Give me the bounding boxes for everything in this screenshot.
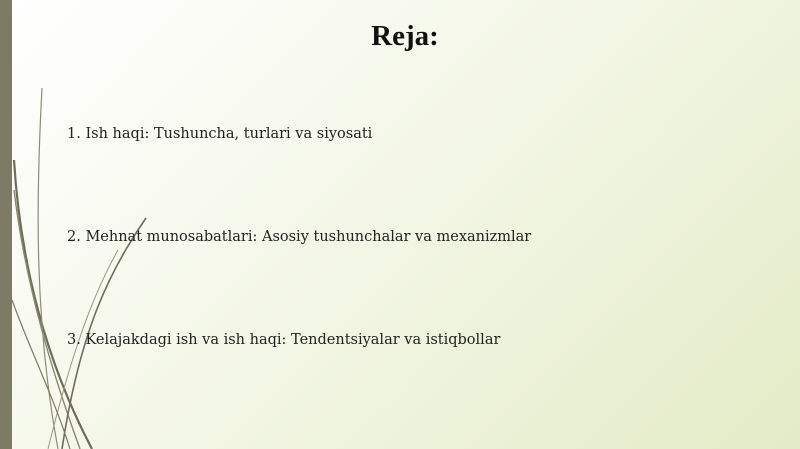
plan-item-1: 1. Ish haqi: Tushuncha, turlari va siyosati — [67, 126, 373, 142]
plan-item-3: 3. Kelajakdagi ish va ish haqi: Tendentsiyalar va istiqbollar — [67, 332, 501, 348]
slide-title: Reja: — [371, 20, 439, 52]
plan-item-2: 2. Mehnat munosabatlari: Asosiy tushunchalar va mexanizmlar — [67, 229, 532, 245]
grass-stroke-decoration — [0, 0, 160, 449]
